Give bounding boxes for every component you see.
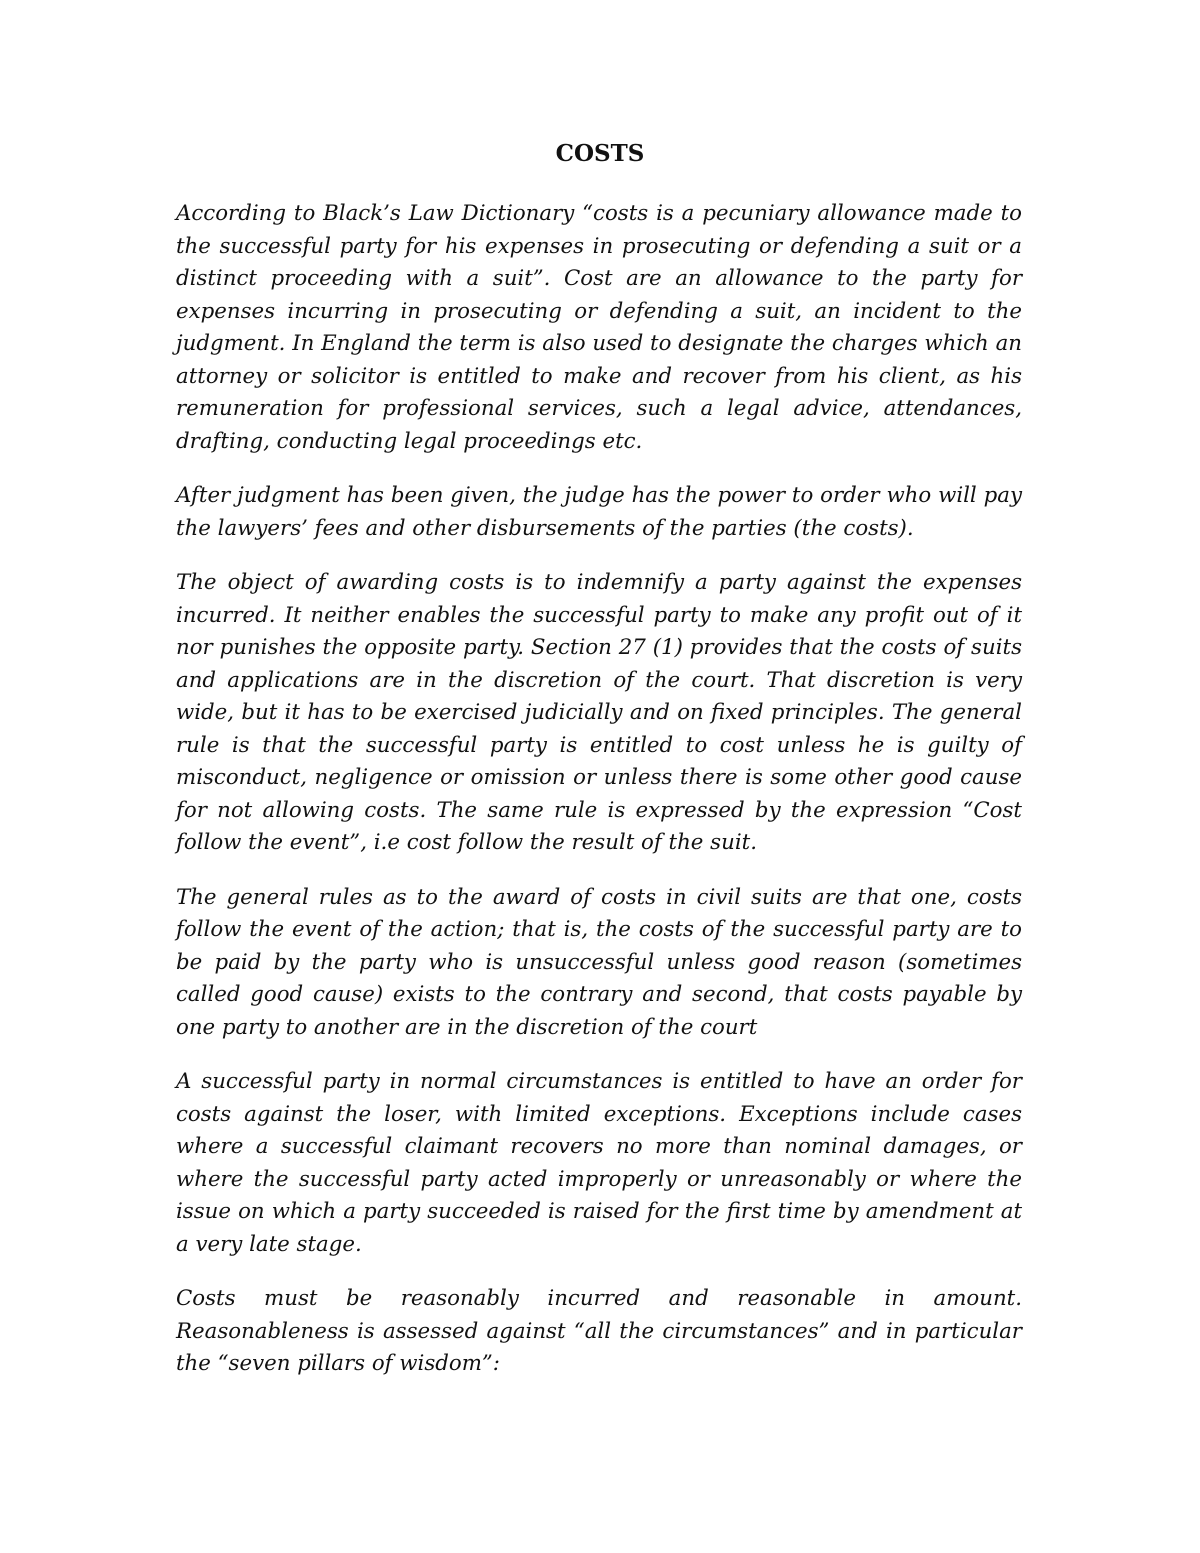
- paragraph-reasonableness: Costs must be reasonably incurred and reasonable in amount. Reasonableness is assessed against “all the circumstances” and in particular the “seven pillars of wisdom”:: [176, 1286, 1022, 1376]
- paragraph-judgment-power: After judgment has been given, the judge has the power to order who will pay the lawyers’ fees and other disbursements of the parties (the costs).: [176, 483, 1022, 541]
- paragraph-object-of-costs: The object of awarding costs is to indemnify a party against the expenses incurred. It neither enables the successful party to make any profit out of it nor punishes the opposite party. Section 27 (1) provides that the costs of suits and applications are in the discretion of the court. That discretion is very wide, but it has to be exercised judicially and on fixed principles. The general rule is that the successful party is entitled to cost unless he is guilty of misconduct, negligence or omission or unless there is some other good cause for not allowing costs. The same rule is expressed by the expression “Cost follow the event”, i.e cost follow the result of the suit.: [176, 570, 1022, 855]
- paragraph-successful-party: A successful party in normal circumstances is entitled to have an order for costs against the loser, with limited exceptions. Exceptions include cases where a successful claimant recovers no more than nominal damages, or where the successful party acted improperly or unreasonably or where the issue on which a party succeeded is raised for the first time by amendment at a very late stage.: [176, 1069, 1022, 1257]
- paragraph-definition: According to Black’s Law Dictionary “costs is a pecuniary allowance made to the successful party for his expenses in prosecuting or defending a suit or a distinct proceeding with a suit”. Cost are an allowance to the party for expenses incurring in prosecuting or defending a suit, an incident to the judgment. In England the term is also used to designate the charges which an attorney or solicitor is entitled to make and recover from his client, as his remuneration for professional services, such a legal advice, attendances, drafting, conducting legal proceedings etc.: [176, 201, 1022, 454]
- document-title: COSTS: [555, 140, 645, 167]
- document-body: [176, 198, 1022, 1403]
- paragraph-general-rules: The general rules as to the award of costs in civil suits are that one, costs follow the event of the action; that is, the costs of the successful party are to be paid by the party who is unsuccessful unless good reason (sometimes called good cause) exists to the contrary and second, that costs payable by one party to another are in the discretion of the court: [176, 884, 1022, 1040]
